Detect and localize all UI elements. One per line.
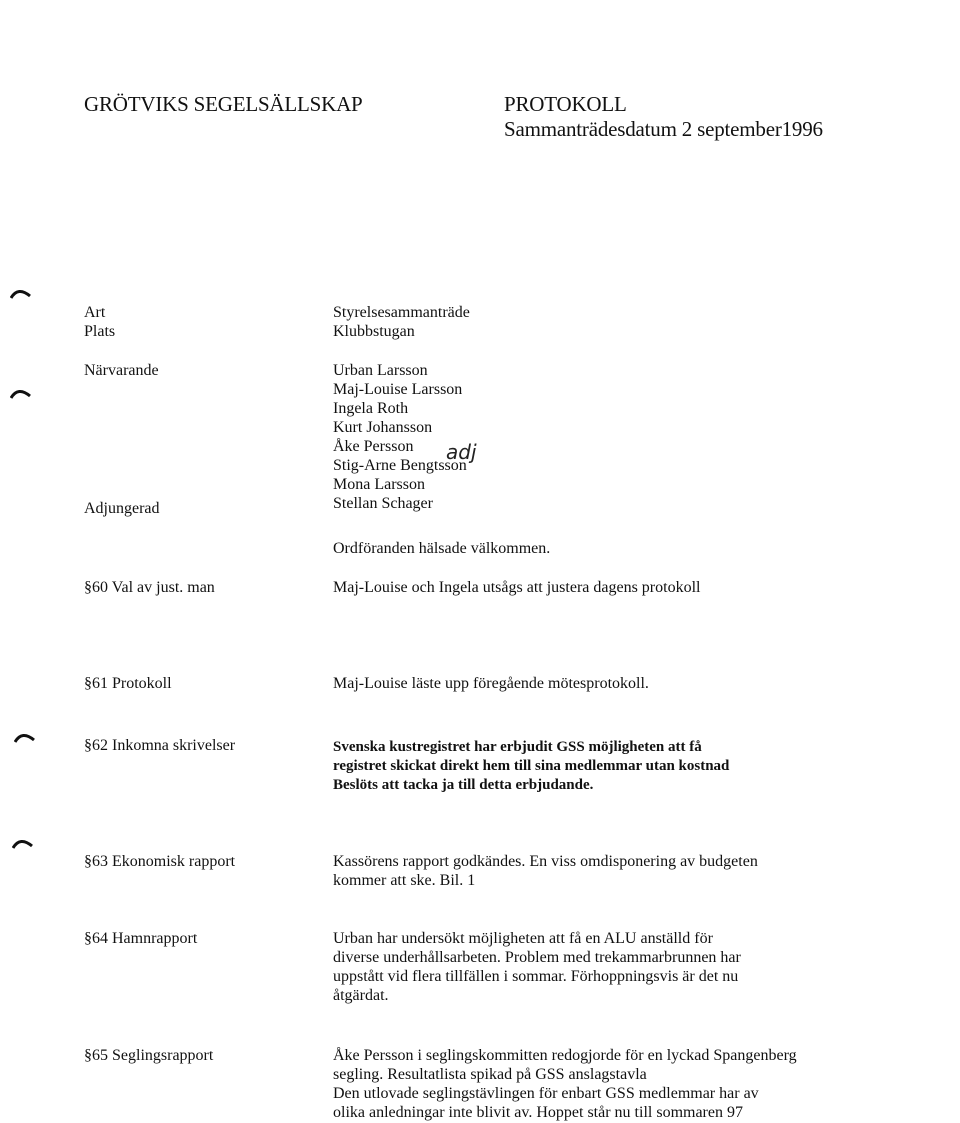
margin-mark bbox=[10, 286, 32, 300]
item-line: Urban har undersökt möjligheten att få en ALU anställd för bbox=[333, 930, 713, 947]
item-line: Maj-Louise läste upp föregående mötesprotokoll. bbox=[333, 675, 649, 692]
attendee: Kurt Johansson bbox=[333, 419, 433, 436]
item-label: §62 Inkomna skrivelser bbox=[84, 737, 236, 754]
item-line: kommer att ske. Bil. 1 bbox=[333, 872, 476, 889]
item-line: åtgärdat. bbox=[333, 987, 389, 1004]
attendee: Ingela Roth bbox=[333, 400, 409, 417]
club-name: GRÖTVIKS SEGELSÄLLSKAP bbox=[84, 92, 363, 116]
margin-mark bbox=[14, 730, 36, 744]
item-label: §63 Ekonomisk rapport bbox=[84, 853, 236, 870]
item-line: segling. Resultatlista spikad på GSS anslagstavla bbox=[333, 1066, 647, 1083]
attendee: Mona Larsson bbox=[333, 476, 425, 493]
attendee: Stellan Schager bbox=[333, 495, 433, 512]
item-line: Den utlovade seglingstävlingen för enbart GSS medlemmar har av bbox=[333, 1085, 759, 1102]
handwritten-note: adj bbox=[446, 440, 477, 464]
item-text bbox=[333, 1046, 797, 1122]
meeting-date: Sammanträdesdatum 2 september1996 bbox=[504, 117, 823, 141]
welcome-text: Ordföranden hälsade välkommen. bbox=[333, 540, 551, 557]
item-line: Beslöts att tacka ja till detta erbjudande. bbox=[333, 777, 594, 793]
item-line: olika anledningar inte blivit av. Hoppet står nu till sommaren 97 bbox=[333, 1104, 743, 1121]
item-line: Svenska kustregistret har erbjudit GSS möjligheten att få bbox=[333, 739, 702, 755]
adjoined-label: Adjungerad bbox=[84, 500, 160, 517]
item-line: Kassörens rapport godkändes. En viss omdisponering av budgeten bbox=[333, 853, 758, 870]
attendee: Urban Larsson bbox=[333, 362, 428, 379]
margin-mark bbox=[10, 386, 32, 400]
art-label: Art bbox=[84, 304, 106, 321]
attendee-list bbox=[333, 361, 467, 513]
item-label: §61 Protokoll bbox=[84, 675, 172, 692]
art-value: Styrelsesammanträde bbox=[333, 304, 470, 321]
margin-mark bbox=[12, 836, 34, 850]
item-label: §65 Seglingsrapport bbox=[84, 1047, 214, 1064]
attendee: Stig-Arne Bengtsson bbox=[333, 457, 467, 474]
item-label: §64 Hamnrapport bbox=[84, 930, 198, 947]
item-text bbox=[333, 578, 700, 597]
item-text bbox=[333, 738, 729, 795]
item-line: uppstått vid flera tillfällen i sommar. Förhoppningsvis är det nu bbox=[333, 968, 739, 985]
item-label: §60 Val av just. man bbox=[84, 579, 215, 596]
attendee: Åke Persson bbox=[333, 438, 414, 455]
present-label: Närvarande bbox=[84, 362, 159, 379]
item-text bbox=[333, 674, 649, 693]
item-line: diverse underhållsarbeten. Problem med trekammarbrunnen har bbox=[333, 949, 741, 966]
document-title: PROTOKOLL bbox=[504, 92, 627, 116]
attendee: Maj-Louise Larsson bbox=[333, 381, 463, 398]
item-text bbox=[333, 852, 758, 890]
plats-value: Klubbstugan bbox=[333, 323, 415, 340]
item-line: Åke Persson i seglingskommitten redogjorde för en lyckad Spangenberg bbox=[333, 1047, 797, 1064]
plats-label: Plats bbox=[84, 323, 116, 340]
item-line: Maj-Louise och Ingela utsågs att justera dagens protokoll bbox=[333, 579, 701, 596]
item-line: registret skickat direkt hem till sina medlemmar utan kostnad bbox=[333, 758, 730, 774]
item-text bbox=[333, 929, 741, 1005]
